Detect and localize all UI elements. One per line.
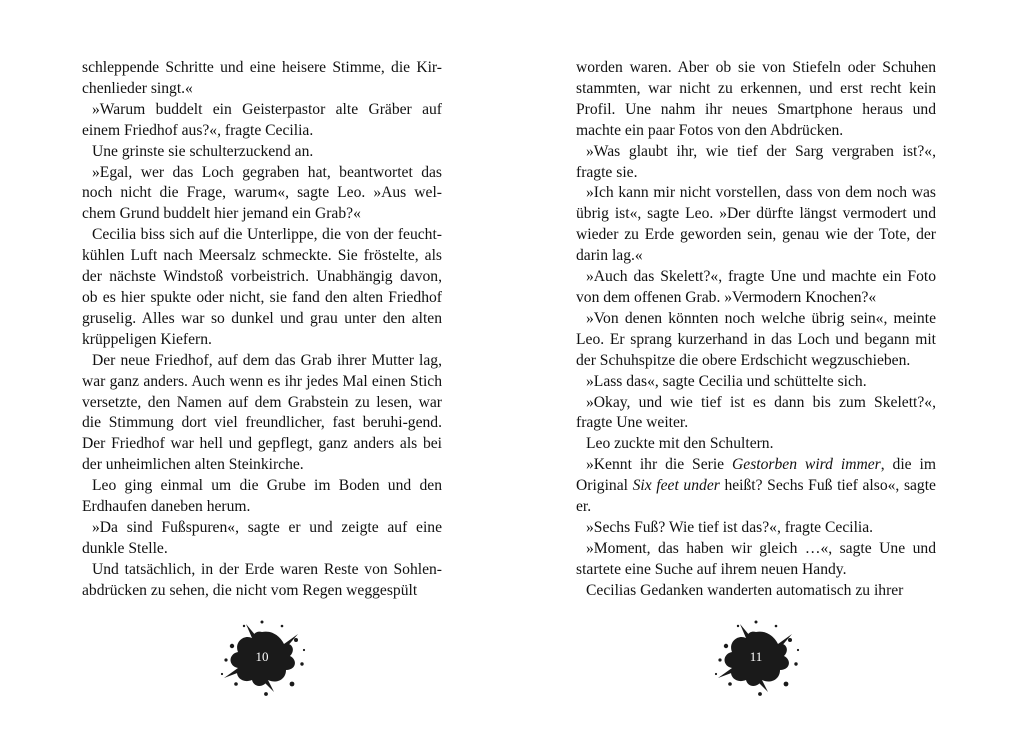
paragraph: Cecilias Gedanken wanderten automatisch zu ihrer [586,581,904,599]
paragraph: »Von denen könnten noch welche übrig sein«, meinte Leo. Er sprang kurzerhand in das Loch und begann mit der Schuhspitze die obere Erdschicht wegzuschieben. [576,309,936,369]
paragraph: »Da sind Fußspuren«, sagte er und zeigte auf eine dunkle Stelle. [82,518,442,557]
text-span: , die im Original [576,456,936,495]
series-title-en: Six feet under [632,477,720,495]
page-number: 11 [749,649,763,664]
page-number-right [708,616,804,698]
page-number-left [214,616,310,698]
page-number: 10 [255,649,269,664]
paragraph: »Was glaubt ihr, wie tief der Sarg vergraben ist?«, fragte sie. [576,142,936,181]
paragraph: schleppende Schritte und eine heisere Stimme, die Kir-chenlieder singt.« [82,59,442,97]
series-title-de: Gestorben wird immer [732,456,881,474]
paragraph: »Warum buddelt ein Geisterpastor alte Gräber auf einem Friedhof aus?«, fragte Cecilia. [82,100,442,139]
paragraph: Leo ging einmal um die Grube im Boden und den Erdhaufen daneben herum. [82,477,442,516]
paragraph-series [576,455,936,518]
paragraph: worden waren. Aber ob sie von Stiefeln oder Schuhen stammten, war nicht zu erkennen, und erst recht kein Profil. Une nahm ihr neues Smartphone heraus und machte ein paar Fotos von den Abdrücken. [576,59,936,139]
paragraph: »Auch das Skelett?«, fragte Une und machte ein Foto von dem offenen Grab. »Vermodern Knochen?« [576,268,936,306]
paragraph: »Lass das«, sagte Cecilia und schüttelte sich. [586,372,867,390]
paragraph: Une grinste sie schulterzuckend an. [92,142,314,160]
text-span: heißt? Sechs Fuß tief also«, sagte er. [576,477,936,516]
left-page-text [82,58,442,602]
paragraph: Leo zuckte mit den Schultern. [586,435,774,453]
paragraph: »Ich kann mir nicht vorstellen, dass von dem noch was übrig ist«, sagte Leo. »Der dürfte längst vermodert und wieder zu Erde geworden sein, genau wie der Tote, der darin lag.« [576,184,936,265]
paragraph: »Egal, wer das Loch gegraben hat, beantwortet das noch nicht die Frage, warum«, sagte Leo. »Aus wel-chem Grund buddelt hier jemand ein Grab?« [82,163,442,223]
right-page-text [576,58,936,602]
paragraph: Cecilia biss sich auf die Unterlippe, die von der feucht-kühlen Luft nach Meersalz schmeckte. Sie fröstelte, als der nächste Windstoß vorbeistrich. Unabhängig davon, ob es hier spukte oder nicht, sie fand den alten Friedhof gruselig. Alles war so dunkel und grau unter den alten krüppeligen Kiefern. [82,226,442,348]
text-span: »Kennt ihr die Serie [586,456,733,474]
paragraph: »Sechs Fuß? Wie tief ist das?«, fragte Cecilia. [586,518,874,536]
paragraph: »Okay, und wie tief ist es dann bis zum Skelett?«, fragte Une weiter. [576,393,936,432]
paragraph: Und tatsächlich, in der Erde waren Reste von Sohlen-abdrücken zu sehen, die nicht vom Regen weggespült [82,560,442,599]
paragraph: »Moment, das haben wir gleich …«, sagte Une und startete eine Suche auf ihrem neuen Handy. [576,539,936,578]
paragraph: Der neue Friedhof, auf dem das Grab ihrer Mutter lag, war ganz anders. Auch wenn es ihr jedes Mal einen Stich versetzte, den Namen auf dem Grabstein zu lesen, war die Stimmung dort viel freundlicher, fast beruhi-gend. Der Friedhof war hell und gepflegt, ganz anders als bei der unheimlichen alten Steinkirche. [82,351,442,474]
